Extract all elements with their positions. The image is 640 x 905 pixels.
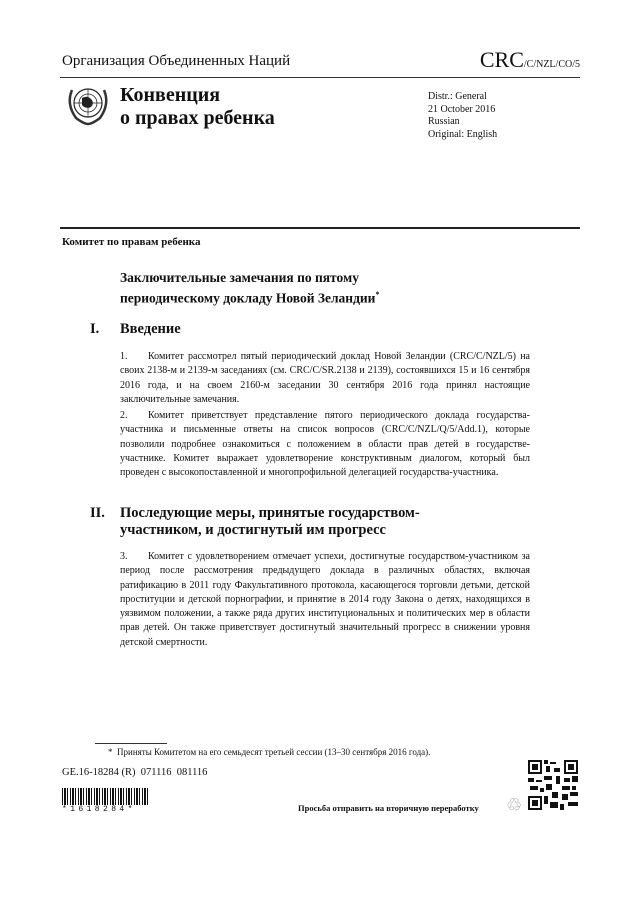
qr-code-icon <box>528 760 578 810</box>
paragraph <box>120 550 530 650</box>
language-line: Russian <box>428 116 460 127</box>
section-number: II. <box>90 505 105 521</box>
symbol-sub: /C/NZL/CO/5 <box>523 59 580 70</box>
subtitle-line: периодическому докладу Новой Зеландии <box>120 290 376 306</box>
paragraph-text: Комитет рассмотрел пятый периодический доклад Новой Зеландии (CRC/C/NZL/5) на своих 2138-м и 2139-м заседаниях (см. CRC/C/SR.2138 и 2139), состоявшихся 15 и 16 сентября 2016 года, и на своем 2160-м заседании 30 сентября 2016 года принял настоящие заключительные замечания. <box>120 351 530 405</box>
footnote-text: Приняты Комитетом на его семьдесят третьей сессии (13–30 сентября 2016 года). <box>117 747 431 757</box>
document-symbol <box>480 47 580 73</box>
original-language-line: Original: English <box>428 128 498 140</box>
heading-line: участником, и достигнутый им прогресс <box>120 522 386 538</box>
symbol-main: CRC <box>479 47 524 72</box>
paragraph <box>120 350 530 407</box>
document-subtitle <box>120 269 379 307</box>
paragraph-number: 3. <box>120 551 128 562</box>
un-emblem-icon <box>64 82 112 126</box>
organization-name: Организация Объединенных Наций <box>62 53 291 69</box>
section-divider <box>60 227 580 229</box>
committee-name: Комитет по правам ребенка <box>62 236 201 248</box>
title-line: Конвенция <box>120 84 221 106</box>
distribution-line: Distr.: General <box>428 91 487 102</box>
section-heading <box>120 505 420 539</box>
title-line: о правах ребенка <box>120 107 275 129</box>
date-line: 21 October 2016 <box>428 103 496 115</box>
section-heading: Введение <box>120 321 181 337</box>
footnote-marker: * <box>108 747 113 757</box>
paragraph <box>120 409 530 480</box>
paragraph-text: Комитет приветствует представление пятого периодического доклада государства-участника и письменные ответы на список вопросов (CRC/C/NZL/Q/5/Add.1), которые позволили подробнее ознакомиться с положением в области прав детей в государстве-участнике. Комитет выражает удовлетворение конструктивным диалогом, который был проведен с высокопоставленной и многопрофильной делегацией государства-участника. <box>120 410 530 479</box>
recycle-icon: ♲ <box>506 795 523 815</box>
job-number: GE.16-18284 (R) 071116 081116 <box>62 767 208 778</box>
barcode-icon <box>62 788 150 805</box>
distribution-info <box>428 91 497 141</box>
paragraph-number: 2. <box>120 410 128 421</box>
paragraph-text: Комитет с удовлетворением отмечает успехи, достигнутые государством-участником за период после рассмотрения предыдущего доклада в различных областях, включая ратификацию в 2011 году Факультативного протокола, касающегося торговли детьми, детской проституции и детской порнографии, и принятие в 2014 году Закона о детях, находящихся в уязвимом положении, а также ряда других институциональных и политических мер в области прав детей. Он также приветствует достигнутый значительный прогресс в снижении уровня детской смертности. <box>120 551 530 648</box>
heading-line: Последующие меры, принятые государством- <box>120 505 420 521</box>
recycle-notice: Просьба отправить на вторичную переработку <box>298 803 479 813</box>
footnote-marker: * <box>375 290 380 299</box>
footnote-divider <box>95 743 167 744</box>
footnote <box>108 747 430 757</box>
header-divider <box>60 77 580 78</box>
convention-title <box>120 84 275 130</box>
subtitle-line: Заключительные замечания по пятому <box>120 270 359 285</box>
barcode-number: *1618284* <box>62 805 136 814</box>
paragraph-number: 1. <box>120 351 128 362</box>
section-number: I. <box>90 321 100 337</box>
